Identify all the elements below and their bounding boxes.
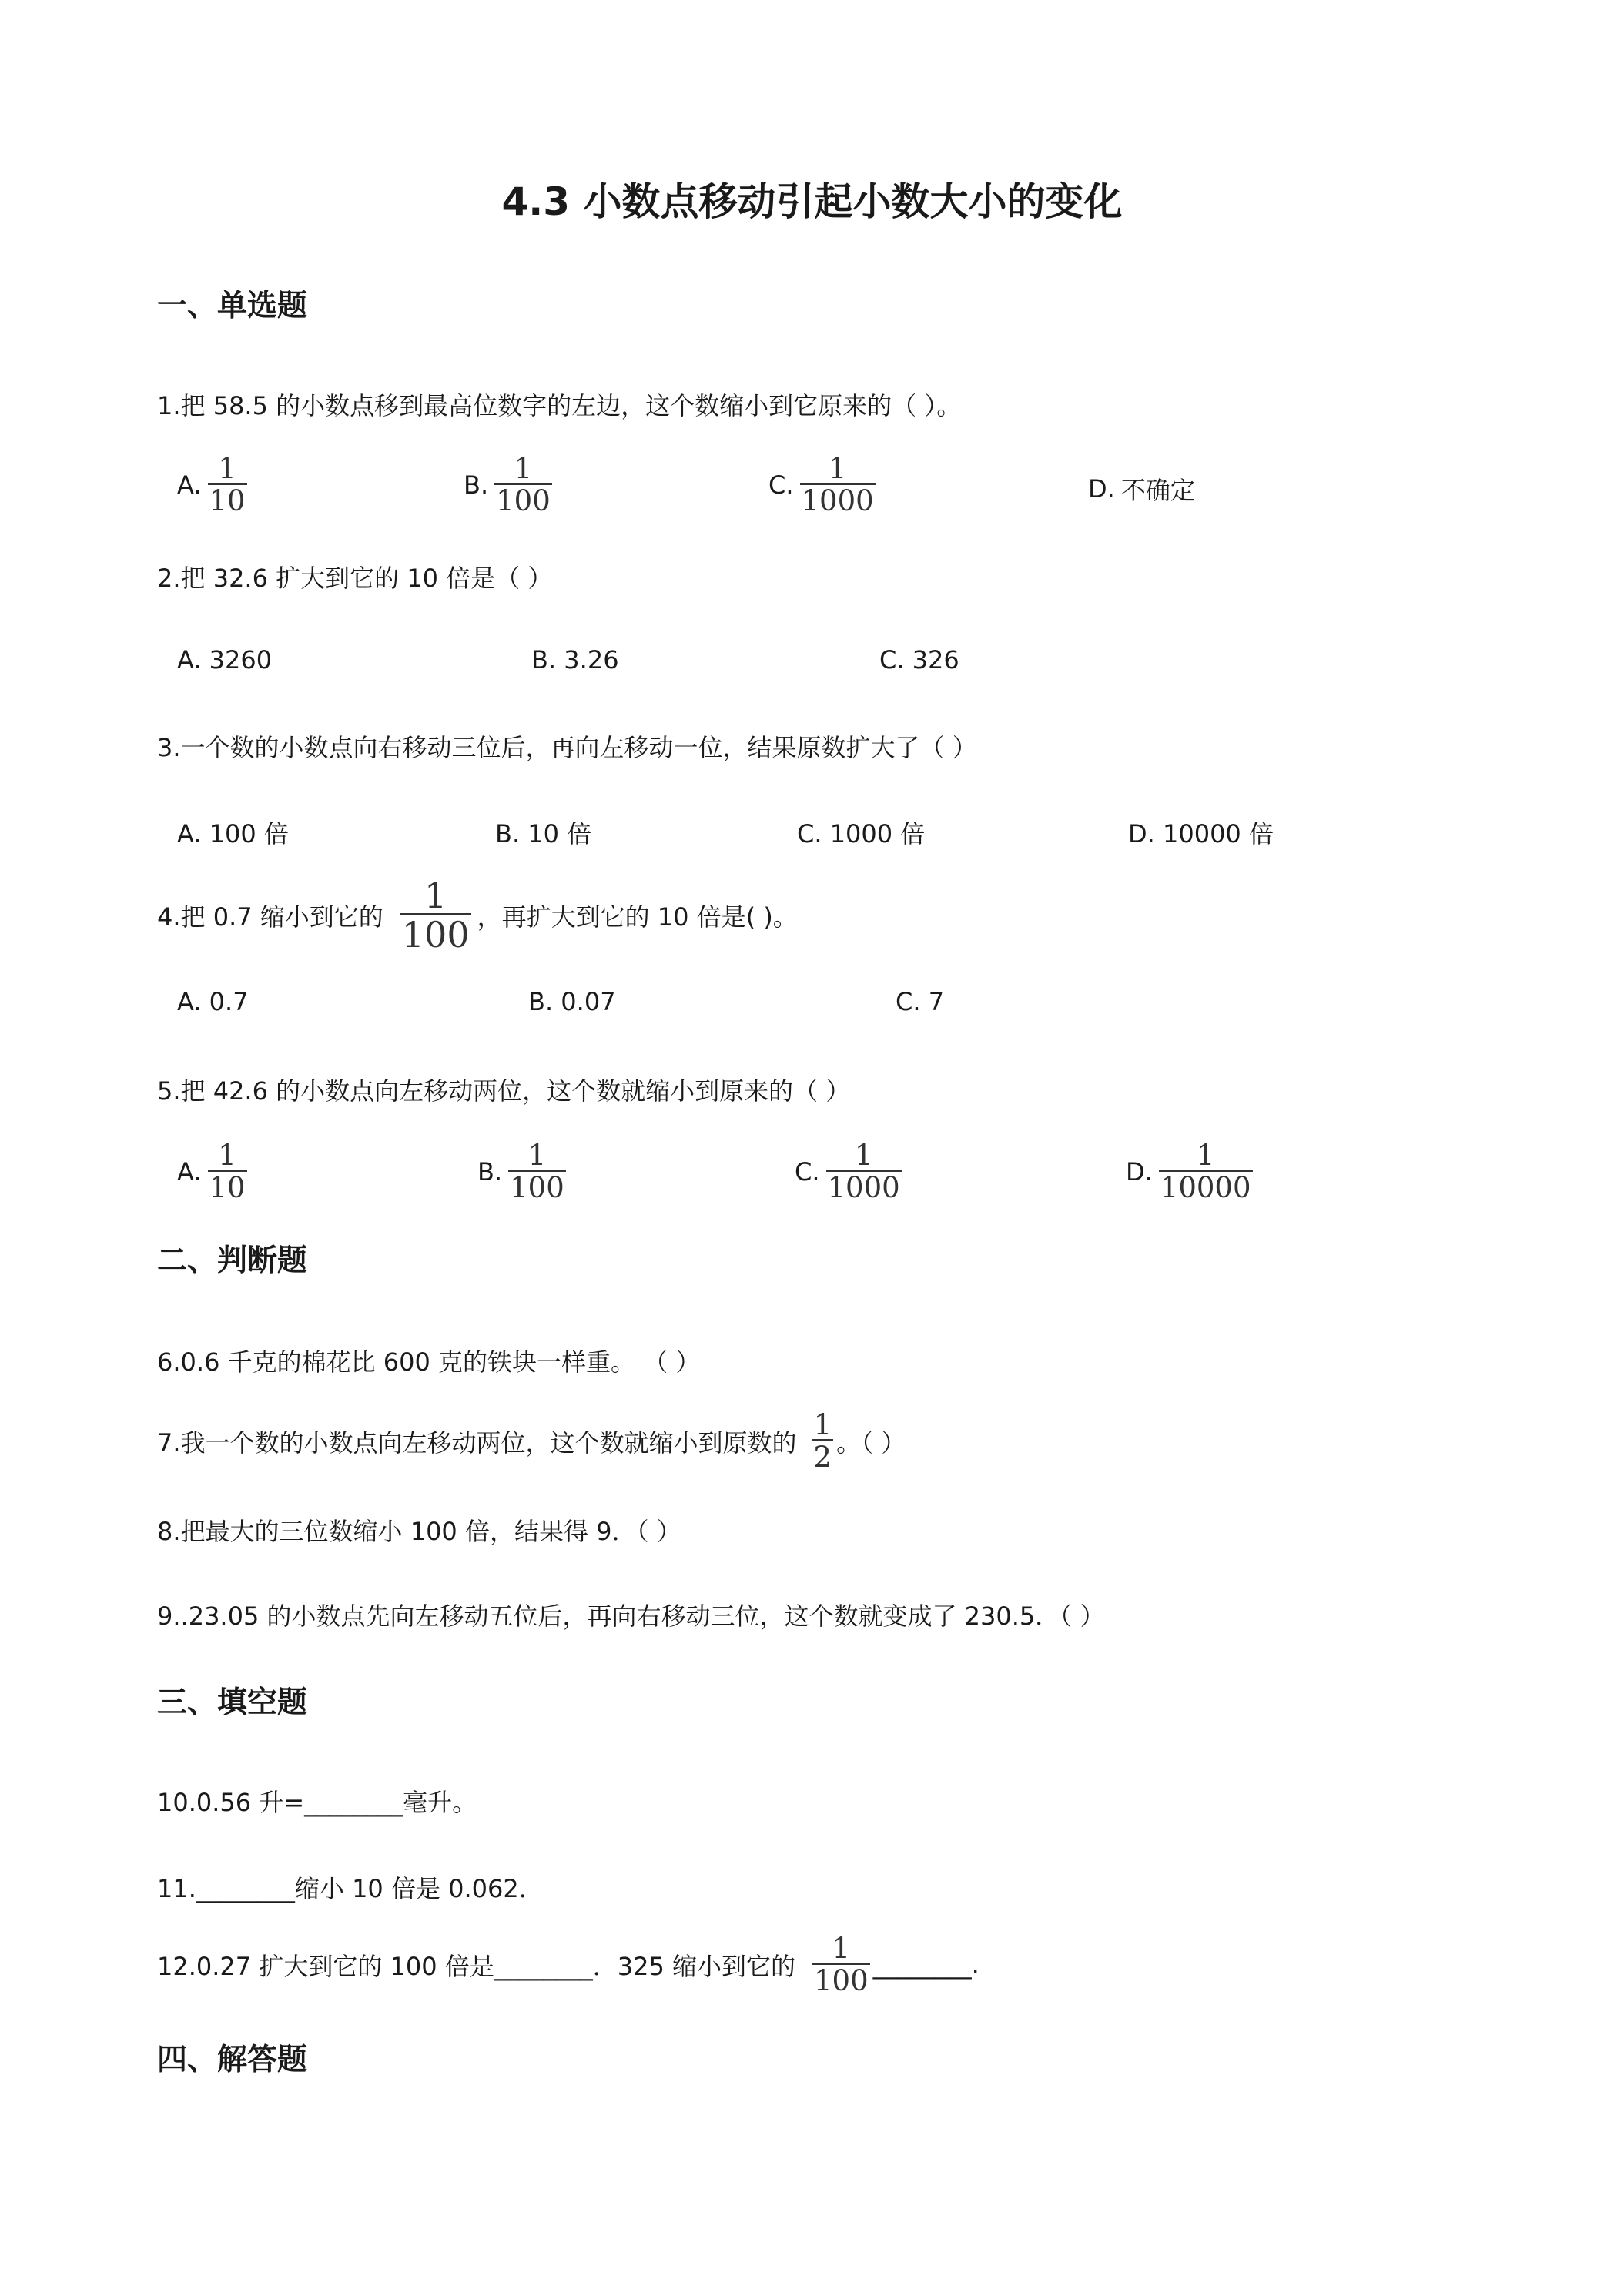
question-3-option-a[interactable]: A. 100 倍 xyxy=(177,819,289,848)
fraction xyxy=(508,1141,566,1202)
question-1-text: 1.把 58.5 的小数点移到最高位数字的左边，这个数缩小到它原来的（ ）。 xyxy=(157,391,962,420)
question-1-option-c[interactable] xyxy=(768,454,876,515)
question-11-text: 11.________缩小 10 倍是 0.062． xyxy=(157,1874,544,1903)
fraction xyxy=(826,1141,902,1202)
fraction-numerator: 1 xyxy=(514,452,533,485)
question-5-option-a[interactable] xyxy=(177,1141,247,1202)
section-heading-solve: 四、解答题 xyxy=(157,2043,308,2077)
fraction-denominator: 100 xyxy=(510,1171,564,1204)
question-2-option-a[interactable]: A. 3260 xyxy=(177,645,273,674)
fraction-denominator: 1000 xyxy=(801,484,874,517)
option-text: 不确定 xyxy=(1120,476,1195,505)
option-label: A. xyxy=(177,470,202,500)
fraction-denominator: 10 xyxy=(209,484,246,517)
question-1-option-a[interactable] xyxy=(177,454,247,515)
question-3-option-d[interactable]: D. 10000 倍 xyxy=(1128,819,1274,848)
option-label: A. xyxy=(177,1156,202,1186)
question-7-text xyxy=(157,1408,906,1474)
fraction-denominator: 1000 xyxy=(827,1171,900,1204)
fraction-denominator: 100 xyxy=(401,914,470,956)
question-9-text: 9..23.05 的小数点先向左移动五位后，再向右移动三位，这个数就变成了 230.5．（ ） xyxy=(157,1602,1105,1631)
question-1-option-d[interactable] xyxy=(1088,471,1195,507)
question-4-option-a[interactable]: A. 0.7 xyxy=(177,987,249,1016)
page-title: 4.3 小数点移动引起小数大小的变化 xyxy=(501,179,1123,224)
section-heading-single-choice: 一、单选题 xyxy=(157,289,308,323)
question-12-text xyxy=(157,1934,979,1995)
fraction xyxy=(208,454,247,515)
fraction xyxy=(494,454,552,515)
fraction-denominator: 10000 xyxy=(1160,1171,1251,1204)
fraction-denominator: 10 xyxy=(209,1171,246,1204)
question-8-text: 8.把最大的三位数缩小 100 倍，结果得 9．（ ） xyxy=(157,1517,681,1546)
fraction xyxy=(800,454,876,515)
question-3-option-c[interactable]: C. 1000 倍 xyxy=(797,819,926,848)
question-2-option-c[interactable]: C. 326 xyxy=(879,645,959,674)
question-5-option-d[interactable] xyxy=(1126,1141,1253,1202)
question-3-text: 3.一个数的小数点向右移动三位后，再向左移动一位，结果原数扩大了（ ） xyxy=(157,733,977,762)
fraction xyxy=(400,875,471,956)
option-label: D. xyxy=(1088,474,1115,504)
question-4-before: 4.把 0.7 缩小到它的 xyxy=(157,902,383,932)
question-1-option-b[interactable] xyxy=(464,454,552,515)
question-5-text: 5.把 42.6 的小数点向左移动两位，这个数就缩小到原来的（ ） xyxy=(157,1076,851,1106)
fraction-numerator: 1 xyxy=(854,1139,873,1172)
option-label: D. xyxy=(1126,1156,1153,1186)
option-label: B. xyxy=(464,470,489,500)
fraction-numerator: 1 xyxy=(527,1139,547,1172)
question-7-before: 7.我一个数的小数点向左移动两位，这个数就缩小到原数的 xyxy=(157,1427,797,1458)
option-label: B. xyxy=(477,1156,503,1186)
section-heading-true-false: 二、判断题 xyxy=(157,1243,308,1278)
question-10-text: 10.0.56 升=________毫升。 xyxy=(157,1788,477,1817)
fraction xyxy=(812,1934,870,1995)
fraction-numerator: 1 xyxy=(1196,1139,1215,1172)
option-label: C. xyxy=(768,470,794,500)
fraction-numerator: 1 xyxy=(832,1932,851,1965)
question-2-option-b[interactable]: B. 3.26 xyxy=(531,645,619,674)
question-2-text: 2.把 32.6 扩大到它的 10 倍是（ ） xyxy=(157,564,553,593)
question-7-after: 。（ ） xyxy=(836,1427,906,1458)
question-3-option-b[interactable]: B. 10 倍 xyxy=(495,819,592,848)
option-label: C. xyxy=(795,1156,820,1186)
fraction-numerator: 1 xyxy=(218,452,236,485)
fraction-numerator: 1 xyxy=(828,452,847,485)
fraction-numerator: 1 xyxy=(813,1408,832,1441)
question-4-after: ，再扩大到它的 10 倍是( )。 xyxy=(477,902,798,932)
question-12-after: ________. xyxy=(872,1950,979,1980)
fraction-numerator: 1 xyxy=(424,875,447,916)
question-12-before: 12.0.27 扩大到它的 100 倍是________．325 缩小到它的 xyxy=(157,1951,795,1981)
fraction-denominator: 100 xyxy=(496,484,551,517)
fraction xyxy=(208,1141,247,1202)
fraction-numerator: 1 xyxy=(218,1139,236,1172)
fraction xyxy=(812,1408,834,1474)
question-4-option-c[interactable]: C. 7 xyxy=(896,987,945,1016)
fraction-denominator: 2 xyxy=(813,1441,832,1474)
fraction-denominator: 100 xyxy=(814,1964,869,1997)
question-4-text xyxy=(157,875,798,956)
question-4-option-b[interactable]: B. 0.07 xyxy=(528,987,616,1016)
section-heading-fill-in: 三、填空题 xyxy=(157,1685,308,1720)
question-5-option-b[interactable] xyxy=(477,1141,566,1202)
fraction xyxy=(1159,1141,1253,1202)
question-5-option-c[interactable] xyxy=(795,1141,902,1202)
question-6-text: 6.0.6 千克的棉花比 600 克的铁块一样重。 （ ） xyxy=(157,1347,701,1377)
